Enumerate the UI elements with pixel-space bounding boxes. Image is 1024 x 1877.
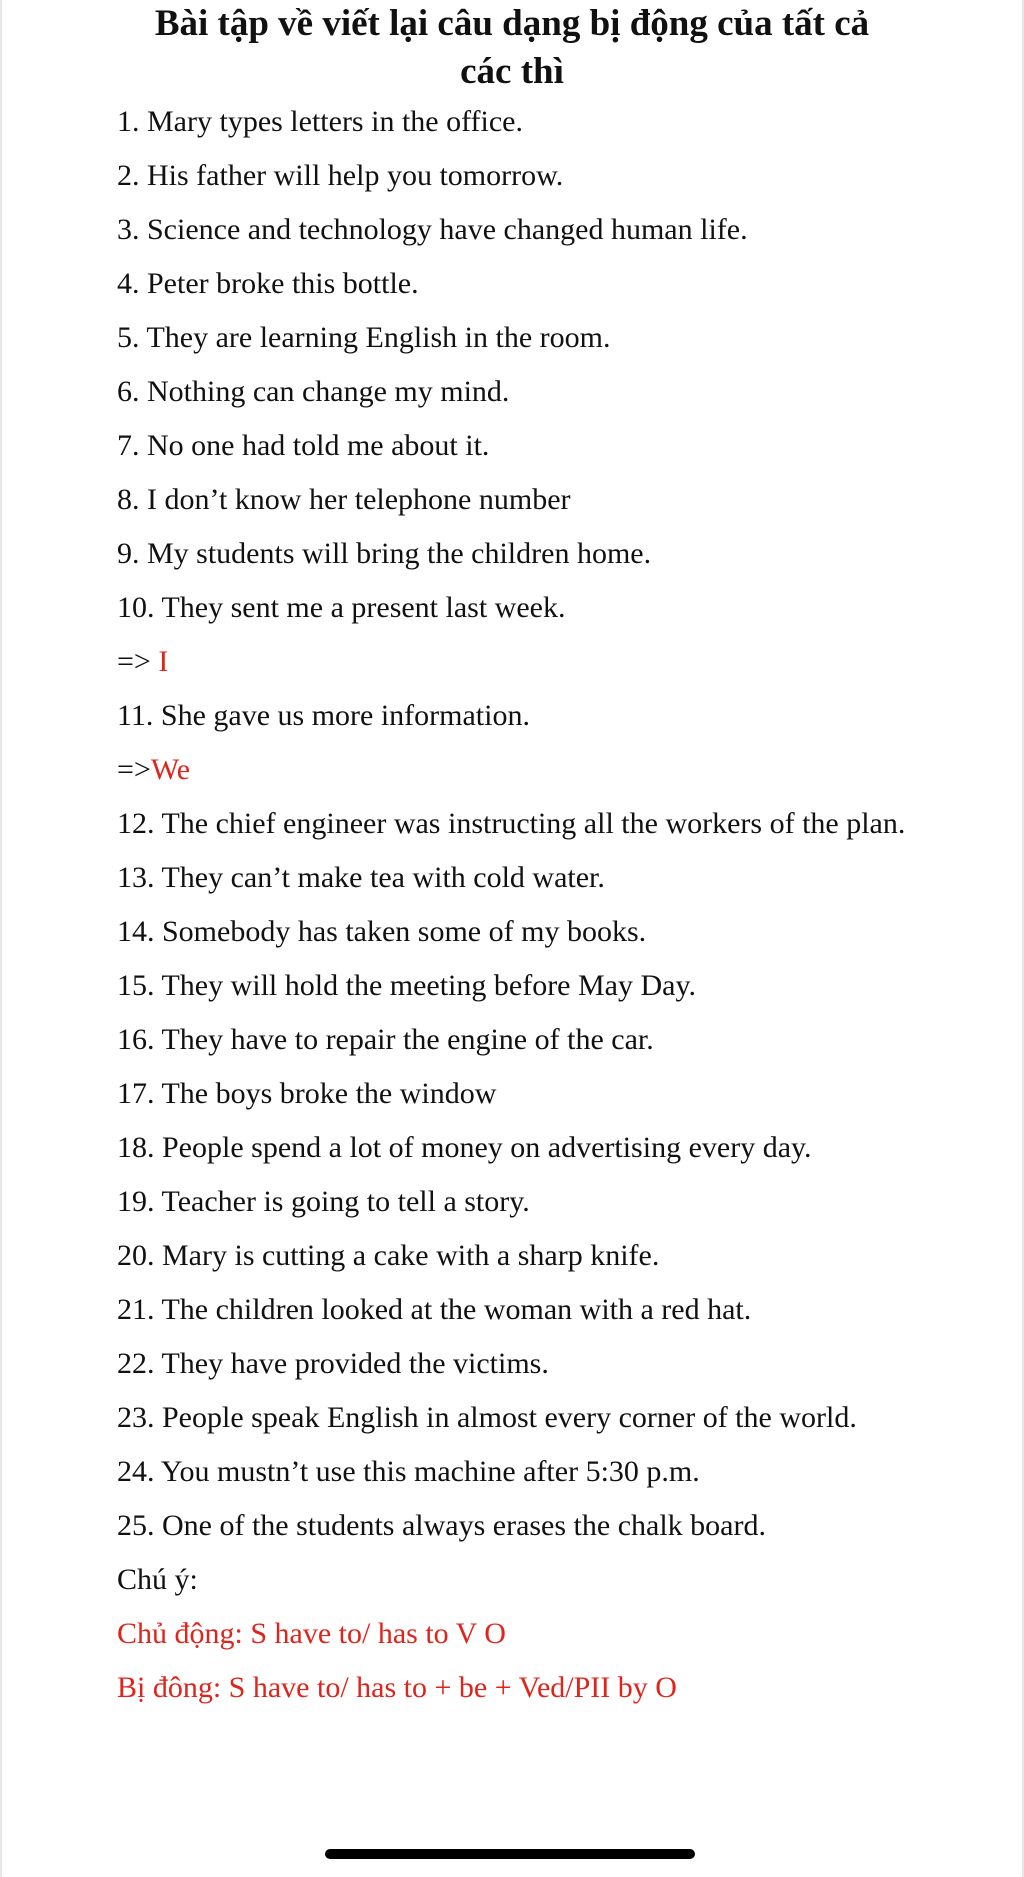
home-indicator-bar[interactable] (325, 1849, 695, 1859)
hint-10-answer: I (158, 645, 169, 678)
exercise-1: 1. Mary types letters in the office. (117, 105, 523, 138)
exercise-13: 13. They can’t make tea with cold water. (117, 861, 605, 894)
hint-11-arrow: => (117, 753, 151, 786)
exercise-11: 11. She gave us more information. (117, 699, 530, 732)
exercise-25: 25. One of the students always erases the chalk board. (117, 1509, 766, 1542)
title-line-1: Bài tập về viết lại câu dạng bị động của tất cả (154, 3, 870, 44)
hint-10-arrow: => (117, 645, 159, 678)
exercise-20: 20. Mary is cutting a cake with a sharp knife. (117, 1239, 660, 1272)
exercise-15: 15. They will hold the meeting before May Day. (117, 969, 697, 1002)
exercise-list (117, 102, 907, 1722)
exercise-23: 23. People speak English in almost every corner of the world. (117, 1401, 857, 1434)
exercise-4: 4. Peter broke this bottle. (117, 267, 419, 300)
exercise-16: 16. They have to repair the engine of the car. (117, 1023, 654, 1056)
exercise-9: 9. My students will bring the children home. (117, 537, 652, 570)
left-edge-divider (0, 0, 2, 1877)
exercise-2: 2. His father will help you tomorrow. (117, 159, 564, 192)
exercise-8: 8. I don’t know her telephone number (117, 483, 571, 516)
note-passive-voice: Bị đông: S have to/ has to + be + Ved/PII by O (117, 1671, 677, 1704)
hint-11 (117, 750, 907, 790)
exercise-19: 19. Teacher is going to tell a story. (117, 1185, 530, 1218)
exercise-6: 6. Nothing can change my mind. (117, 375, 510, 408)
notes-label: Chú ý: (117, 1563, 198, 1596)
title-line-2: các thì (460, 51, 564, 92)
exercise-3: 3. Science and technology have changed human life. (117, 213, 748, 246)
exercise-14: 14. Somebody has taken some of my books. (117, 915, 647, 948)
hint-10 (117, 642, 907, 682)
exercise-17: 17. The boys broke the window (117, 1077, 497, 1110)
exercise-5: 5. They are learning English in the room. (117, 321, 611, 354)
exercise-18: 18. People spend a lot of money on advertising every day. (117, 1131, 812, 1164)
exercise-12: 12. The chief engineer was instructing all the workers of the plan. (117, 807, 906, 840)
exercise-10: 10. They sent me a present last week. (117, 591, 566, 624)
hint-11-answer: We (150, 753, 191, 786)
note-active-voice: Chủ động: S have to/ has to V O (117, 1617, 506, 1650)
page-title (70, 0, 954, 96)
exercise-22: 22. They have provided the victims. (117, 1347, 549, 1380)
exercise-24: 24. You mustn’t use this machine after 5:30 p.m. (117, 1455, 700, 1488)
exercise-21: 21. The children looked at the woman with a red hat. (117, 1293, 752, 1326)
exercise-7: 7. No one had told me about it. (117, 429, 490, 462)
